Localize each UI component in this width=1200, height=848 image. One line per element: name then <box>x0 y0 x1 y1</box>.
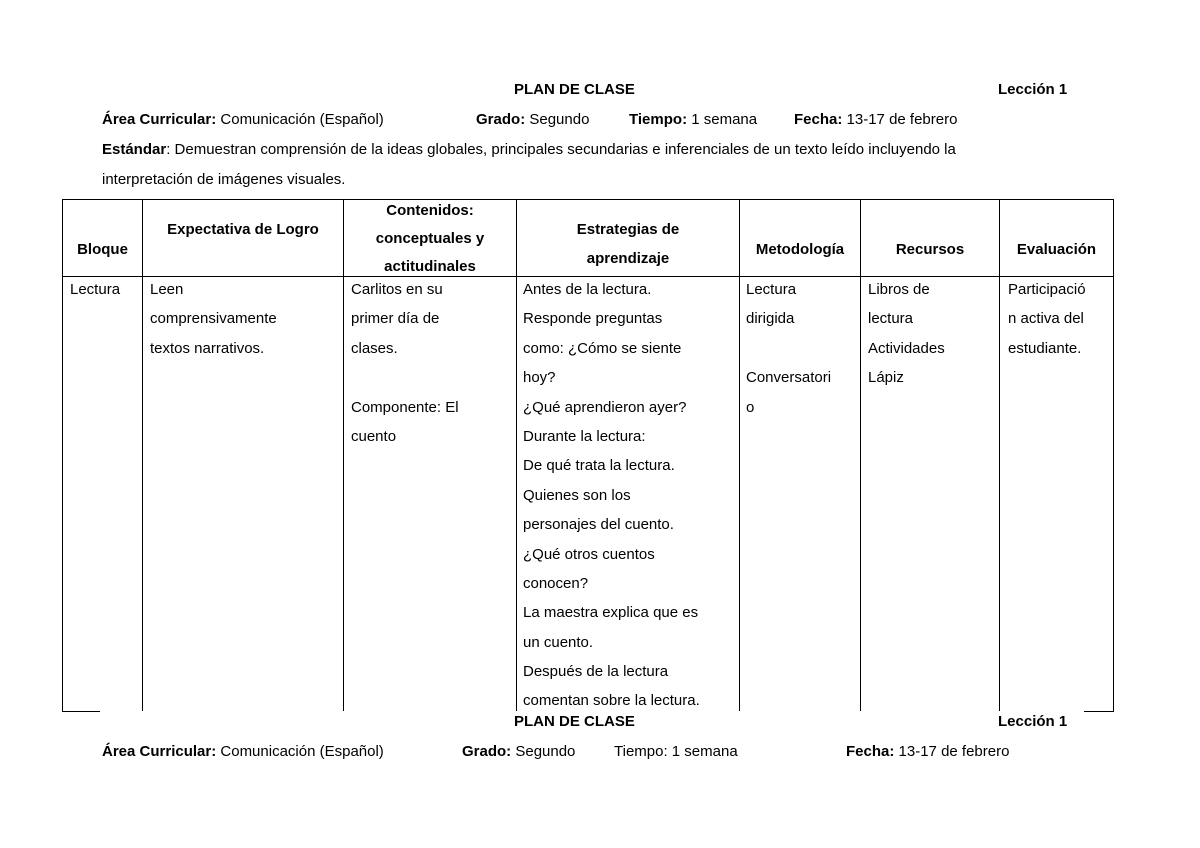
info-line-2 <box>102 742 384 762</box>
header-recursos: Recursos <box>895 241 965 258</box>
estandar-line-2: interpretación de imágenes visuales. <box>102 171 346 188</box>
cell-contenidos: Carlitos en su primer día de clases. Componente: El cuento <box>351 281 459 445</box>
header-metodologia: Metodología <box>755 241 845 258</box>
cell-expectativa: Leen comprensivamente textos narrativos. <box>150 281 277 357</box>
tiempo-info <box>629 110 757 130</box>
fecha-label: Fecha: <box>794 111 843 128</box>
plan-title: PLAN DE CLASE <box>514 81 635 98</box>
lesson-number-2: Lección 1 <box>998 713 1068 730</box>
tiempo-value: 1 semana <box>691 111 758 128</box>
lesson-number: Lección 1 <box>998 81 1068 98</box>
fecha-info <box>794 110 957 130</box>
info-line <box>102 110 384 130</box>
header-expectativa: Expectativa de Logro <box>167 221 319 238</box>
plan-title-2: PLAN DE CLASE <box>514 713 635 730</box>
cell-estrategias: Antes de la lectura. Responde preguntas como: ¿Cómo se siente hoy? ¿Qué aprendieron ayer? Durante la lectura: De qué trata la lectura. Quienes son los personajes del cuento. ¿Qué otros cuentos conocen? La maestra explica que es un cuento. Después de la lectura comentan sobre la lectura. <box>523 281 700 710</box>
fecha-value-2: 13-17 de febrero <box>898 743 1010 760</box>
grado-info-2 <box>462 742 575 762</box>
area-label: Área Curricular: <box>102 111 217 128</box>
area-value-2: Comunicación (Español) <box>220 743 384 760</box>
grado-label-2: Grado: <box>462 743 512 760</box>
cell-bloque: Lectura <box>70 281 121 298</box>
tiempo-label: Tiempo: <box>629 111 688 128</box>
tiempo-info-2: Tiempo: 1 semana <box>614 743 738 760</box>
cell-recursos: Libros de lectura Actividades Lápiz <box>868 281 945 387</box>
estandar-label: Estándar <box>102 141 167 158</box>
fecha-label-2: Fecha: <box>846 743 895 760</box>
fecha-info-2 <box>846 742 1009 762</box>
cell-evaluacion: Participació n activa del estudiante. <box>1008 281 1086 357</box>
area-label-2: Área Curricular: <box>102 743 217 760</box>
header-estrategias: Estrategias de aprendizaje <box>576 221 680 267</box>
grado-value: Segundo <box>529 111 590 128</box>
estandar-line-1: Estándar: Demuestran comprensión de la ideas globales, principales secundarias e inferenciales de un texto leído incluyendo la <box>102 141 956 158</box>
header-evaluacion: Evaluación <box>1016 241 1097 258</box>
header-bloque: Bloque <box>77 241 128 258</box>
grado-value-2: Segundo <box>515 743 576 760</box>
grado-info: Grado: Segundo <box>476 111 590 128</box>
grado-label: Grado <box>476 111 521 128</box>
cell-metodologia: Lectura dirigida Conversatori o <box>746 281 832 416</box>
fecha-value: 13-17 de febrero <box>846 111 958 128</box>
header-contenidos: Contenidos: conceptuales y actitudinales <box>375 202 485 275</box>
area-value: Comunicación (Español) <box>220 111 384 128</box>
